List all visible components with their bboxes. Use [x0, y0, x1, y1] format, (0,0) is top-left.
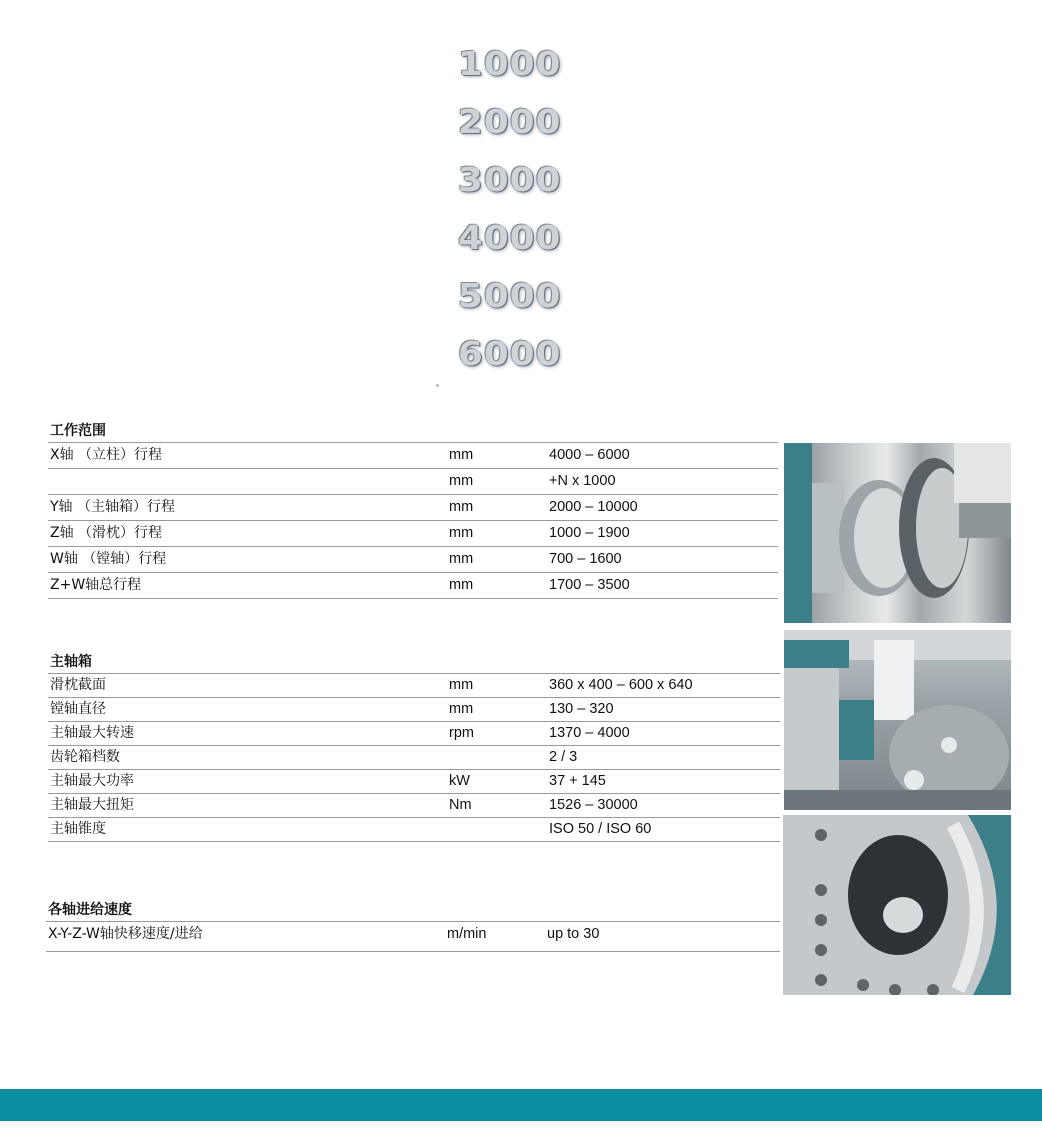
spec-value: 130 – 320 — [549, 701, 614, 717]
table-row — [48, 697, 780, 721]
spec-value: 2 / 3 — [549, 749, 578, 765]
spec-label: 主轴最大功率 — [50, 773, 134, 789]
spec-label: 镗轴直径 — [50, 701, 106, 717]
spec-table — [46, 921, 780, 952]
spec-unit — [449, 818, 549, 841]
machine-photo-cutting — [783, 815, 1011, 995]
spec-value: 37 + 145 — [549, 773, 606, 789]
table-row — [48, 793, 780, 817]
spec-label: W轴 （镗轴）行程 — [50, 551, 167, 567]
table-row — [48, 520, 778, 546]
table-row — [46, 921, 780, 952]
model-number: 4000 — [458, 218, 562, 257]
spec-label — [48, 469, 449, 494]
cutting-illustration — [783, 815, 1011, 995]
spec-unit: mm — [449, 473, 474, 489]
spec-label: 主轴锥度 — [50, 821, 106, 837]
spec-label: Z+W轴总行程 — [50, 577, 142, 593]
section-title: 工作范围 — [50, 423, 106, 439]
machine-photo-workshop — [784, 630, 1011, 810]
table-row — [48, 745, 780, 769]
work-range-section — [48, 420, 778, 599]
section-title: 各轴进给速度 — [48, 902, 132, 918]
spec-unit: Nm — [449, 797, 472, 813]
model-number: 1000 — [458, 44, 562, 83]
model-number: 2000 — [458, 102, 562, 141]
model-list — [458, 44, 598, 392]
workshop-illustration — [784, 630, 1011, 810]
model-number: 3000 — [458, 160, 562, 199]
model-number: 6000 — [458, 334, 562, 373]
spec-unit: mm — [449, 577, 474, 593]
spec-value: 4000 – 6000 — [549, 447, 630, 463]
machine-photo-spindle — [784, 443, 1011, 623]
table-row — [48, 494, 778, 520]
spec-unit: mm — [449, 701, 474, 717]
spec-label: X-Y-Z-W轴快移速度/进给 — [48, 926, 203, 942]
spec-unit: m/min — [447, 926, 487, 942]
spec-value: ISO 50 / ISO 60 — [549, 821, 652, 837]
spec-table — [48, 442, 778, 599]
footer-bar — [0, 1089, 1042, 1121]
spec-value: 2000 – 10000 — [549, 499, 638, 515]
table-row — [48, 673, 780, 697]
table-row — [48, 546, 778, 572]
table-row — [48, 468, 778, 494]
model-number: 5000 — [458, 276, 562, 315]
spec-unit: rpm — [449, 725, 474, 741]
feed-speed-section — [46, 899, 780, 952]
spec-value: 1700 – 3500 — [549, 577, 630, 593]
table-row — [48, 817, 780, 842]
spec-label: Y轴 （主轴箱）行程 — [50, 499, 176, 515]
spec-value: 360 x 400 – 600 x 640 — [549, 677, 693, 693]
spec-label: 主轴最大扭矩 — [50, 797, 134, 813]
spec-unit — [449, 746, 549, 769]
spec-unit: mm — [449, 447, 474, 463]
table-row — [48, 442, 778, 468]
spec-unit: mm — [449, 677, 474, 693]
spindle-box-section — [48, 651, 780, 842]
section-title: 主轴箱 — [50, 654, 92, 670]
spec-value: 700 – 1600 — [549, 551, 622, 567]
table-row — [48, 769, 780, 793]
table-row — [48, 572, 778, 599]
spec-unit: mm — [449, 525, 474, 541]
spec-value: 1526 – 30000 — [549, 797, 638, 813]
spec-value: +N x 1000 — [549, 473, 616, 489]
spec-unit: mm — [449, 551, 474, 567]
spec-value: 1000 – 1900 — [549, 525, 630, 541]
spec-label: Z轴 （滑枕）行程 — [50, 525, 163, 541]
spec-label: X轴 （立柱）行程 — [50, 447, 163, 463]
spec-label: 滑枕截面 — [50, 677, 106, 693]
table-row — [48, 721, 780, 745]
spec-unit: kW — [449, 773, 470, 789]
decorative-dot — [436, 384, 439, 387]
spindle-illustration — [784, 443, 1011, 623]
spec-unit: mm — [449, 499, 474, 515]
spec-label: 主轴最大转速 — [50, 725, 134, 741]
spec-value: up to 30 — [547, 926, 600, 942]
spec-table — [48, 673, 780, 842]
spec-value: 1370 – 4000 — [549, 725, 630, 741]
spec-label: 齿轮箱档数 — [50, 749, 120, 765]
